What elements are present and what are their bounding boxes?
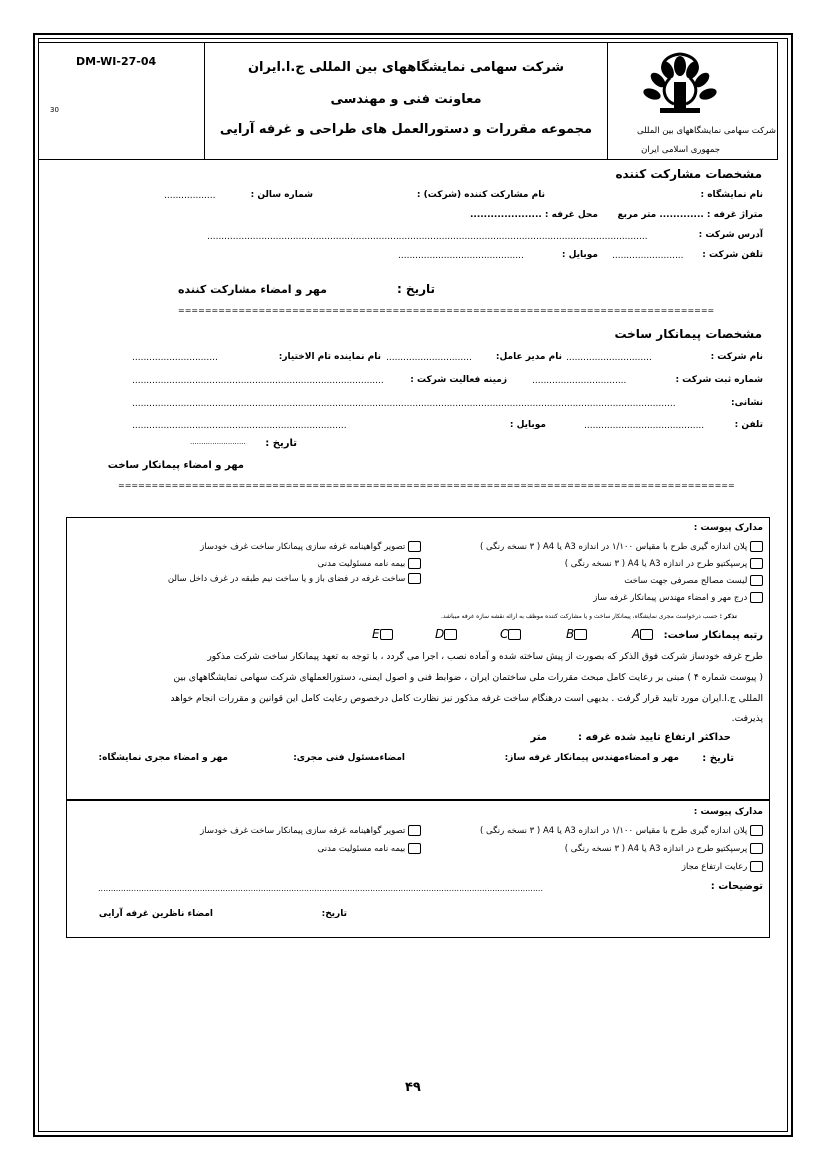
attachment-certificate-label: تصویر گواهینامه غرفه سازی پیمانکار ساخت غرف خودساز — [200, 542, 406, 552]
inspection-attachment-height[interactable] — [682, 861, 763, 872]
contractor-address-label: نشانی: — [730, 398, 763, 408]
grade-e-option[interactable] — [372, 627, 393, 641]
contractor-date-label: تاریخ : — [265, 438, 297, 449]
grade-e-label: E — [372, 627, 380, 641]
attachment-perspective[interactable] — [565, 558, 763, 569]
attachment-outdoor[interactable] — [168, 573, 421, 584]
inspection-checkbox-height[interactable] — [750, 861, 763, 872]
grade-c-checkbox[interactable] — [508, 629, 521, 640]
logo-caption-line2: جمهوری اسلامی ایران — [641, 145, 720, 155]
contractor-section-title: مشخصات پیمانکار ساخت — [614, 327, 762, 341]
grade-b-label: B — [566, 627, 575, 641]
activity-field-input[interactable]: ........................................................................................ — [132, 376, 384, 386]
grade-a-option[interactable] — [632, 627, 653, 641]
grade-c-label: C — [500, 627, 509, 641]
document-code: DM-WI-27-04 — [76, 55, 157, 68]
inspection-checkbox-plan[interactable] — [750, 825, 763, 836]
reminder-note — [441, 613, 737, 620]
grade-b-option[interactable] — [566, 627, 587, 641]
inspection-attachment-certificate[interactable] — [200, 825, 421, 836]
registration-number-field[interactable]: ................................. — [532, 376, 627, 386]
grade-a-checkbox[interactable] — [640, 629, 653, 640]
attachment-materials[interactable] — [624, 575, 763, 586]
booth-location-label[interactable]: محل غرفه : ..................... — [470, 210, 598, 220]
inspection-date-label: تاریخ: — [321, 909, 347, 919]
company-phone-label: تلفن شرکت : — [702, 250, 763, 260]
max-height-unit: متر — [530, 732, 547, 743]
reminder-label: تذکر : — [719, 613, 737, 620]
participant-stamp-signature: مهر و امضاء مشارکت کننده — [178, 283, 327, 296]
booth-area-label[interactable]: متراژ غرفه : ............. متر مربع — [617, 210, 763, 220]
company-address-label: آدرس شرکت : — [698, 230, 763, 240]
notes-label: توضیحات : — [710, 881, 763, 892]
contractor-separator: ============================================================================================ — [118, 481, 735, 490]
contractor-mobile-label: موبایل : — [509, 420, 546, 430]
inspection-attachment-perspective-label: پرسپکتیو طرح در اندازه A3 یا A4 ( ۳ نسخه رنگی ) — [564, 844, 748, 854]
mobile-field[interactable]: ............................................ — [398, 251, 524, 261]
executor-signature-label: مهر و امضاء مجری نمایشگاه: — [98, 753, 228, 763]
company-phone-field[interactable]: ......................... — [612, 251, 684, 261]
agent-name-field[interactable]: .............................. — [132, 353, 218, 363]
attachments-title: مدارک پیوست : — [693, 523, 763, 533]
page-reference: 30 — [50, 106, 59, 114]
checkbox-engineer-stamp[interactable] — [750, 592, 763, 603]
notes-field[interactable]: ............................................................................................................................................................................... — [98, 884, 544, 893]
inspection-attachment-height-label: رعایت ارتفاع مجاز — [681, 862, 748, 872]
approval-paragraph-line4: پذیرفت. — [731, 713, 763, 724]
contractor-phone-field[interactable]: .......................................... — [584, 421, 705, 431]
contractor-mobile-field[interactable]: ........................................................................... — [132, 421, 347, 431]
attachment-materials-label: لیست مصالح مصرفی جهت ساخت — [624, 576, 748, 586]
registration-number-label: شماره ثبت شرکت : — [675, 375, 763, 385]
checkbox-plan[interactable] — [750, 541, 763, 552]
contractor-date-field[interactable]: ......................... — [190, 438, 246, 446]
attachment-engineer-stamp-label: درج مهر و امضاء مهندس پیمانکار غرفه ساز — [593, 593, 748, 603]
company-logo-icon — [630, 48, 730, 120]
approval-paragraph-line3: المللی ج.ا.ایران مورد تایید قرار گرفت . بدیهی است درهنگام ساخت غرفه مذکور نیز نظارت کامل درخصوص رعایت کامل این قوانین و مقررات انجام خواهد — [170, 693, 763, 704]
page-number: ۴۹ — [405, 1080, 421, 1095]
grade-d-option[interactable] — [435, 627, 457, 641]
grade-e-checkbox[interactable] — [380, 629, 393, 640]
attachment-certificate[interactable] — [200, 541, 421, 552]
attachment-plan-label: پلان اندازه گیری طرح با مقیاس ۱/۱۰۰ در اندازه A3 یا A4 ( ۳ نسخه رنگی ) — [479, 542, 748, 552]
grade-d-label: D — [435, 627, 445, 641]
participant-name-label: نام مشارکت کننده (شرکت) : — [416, 190, 545, 200]
grade-c-option[interactable] — [500, 627, 521, 641]
participant-separator: ================================================================================ — [178, 306, 715, 315]
reminder-text: حسب درخواست مجری نمایشگاه، پیمانکار ساخت و یا مشارکت کننده موظف به ارائه نقشه سازه غرفه میباشد. — [440, 613, 718, 620]
hall-number-field[interactable]: .................. — [164, 191, 216, 201]
inspection-attachment-insurance[interactable] — [318, 843, 421, 854]
inspection-attachment-perspective[interactable] — [565, 843, 763, 854]
attachment-outdoor-label: ساخت غرفه در فضای باز و یا ساخت نیم طبقه در غرف داخل سالن — [167, 574, 406, 584]
collection-title: مجموعه مقررات و دستورالعمل های طراحی و غرفه آرایی — [219, 122, 593, 137]
technical-signature-label: امضاءمسئول فنی مجری: — [293, 753, 405, 763]
exhibition-name-label: نام نمایشگاه : — [700, 190, 763, 200]
approval-date-label: تاریخ : — [702, 753, 734, 764]
contractor-company-field[interactable]: .............................. — [566, 353, 652, 363]
engineer-signature-label: مهر و امضاءمهندس پیمانکار غرفه ساز: — [504, 753, 679, 763]
inspection-checkbox-perspective[interactable] — [750, 843, 763, 854]
attachment-insurance[interactable] — [318, 558, 421, 569]
inspection-attachment-certificate-label: تصویر گواهینامه غرفه سازی پیمانکار ساخت غرف خودساز — [200, 826, 406, 836]
inspection-attachment-plan-label: پلان اندازه گیری طرح با مقیاس ۱/۱۰۰ در اندازه A3 یا A4 ( ۳ نسخه رنگی ) — [479, 826, 748, 836]
inspection-checkbox-certificate[interactable] — [408, 825, 421, 836]
contractor-address-field[interactable]: .............................................................................................................................................................................................. — [132, 399, 676, 409]
inspection-checkbox-insurance[interactable] — [408, 843, 421, 854]
logo-caption-line1: شرکت سهامی نمایشگاههای بین المللی — [636, 126, 776, 136]
grade-a-label: A — [632, 627, 641, 641]
checkbox-insurance[interactable] — [408, 558, 421, 569]
mobile-label: موبایل : — [561, 250, 598, 260]
attachment-insurance-label: بیمه نامه مسئولیت مدنی — [317, 559, 406, 569]
attachment-perspective-label: پرسپکتیو طرح در اندازه A3 یا A4 ( ۳ نسخه رنگی ) — [564, 559, 748, 569]
checkbox-materials[interactable] — [750, 575, 763, 586]
checkbox-perspective[interactable] — [750, 558, 763, 569]
manager-name-label: نام مدیر عامل: — [495, 352, 562, 362]
contractor-stamp-signature: مهر و امضاء پیمانکار ساخت — [107, 460, 244, 471]
participant-date-label: تاریخ : — [396, 282, 435, 296]
inspection-attachment-insurance-label: بیمه نامه مسئولیت مدنی — [317, 844, 406, 854]
grade-d-checkbox[interactable] — [444, 629, 457, 640]
activity-field-label: زمینه فعالیت شرکت : — [410, 375, 507, 385]
company-address-field[interactable]: .......................................................................................................................................................... — [207, 232, 648, 242]
inspection-attachments-title: مدارک پیوست : — [693, 807, 763, 817]
checkbox-certificate[interactable] — [408, 541, 421, 552]
contractor-phone-label: تلفن : — [734, 420, 763, 430]
checkbox-outdoor[interactable] — [408, 573, 421, 584]
approval-paragraph-line2: ( پیوست شماره ۴ ) مبنی بر رعایت کامل مبحث مقررات ملی ساختمان ایران ، ضوابط فنی و اصول ایمنی، دستورالعملهای شرکت سهامی نمایشگاههای بین — [173, 672, 763, 683]
department-title: معاونت فنی و مهندسی — [330, 92, 482, 107]
participant-section-title: مشخصات مشارکت کننده — [615, 167, 762, 181]
grade-b-checkbox[interactable] — [574, 629, 587, 640]
company-title: شرکت سهامی نمایشگاههای بین المللی ج.ا.ایران — [247, 60, 565, 75]
attachment-engineer-stamp[interactable] — [593, 592, 763, 603]
contractor-grade-label: رتبه پیمانکار ساخت: — [663, 630, 763, 641]
approval-paragraph-line1: طرح غرفه خودساز شرکت فوق الذکر که بصورت از پیش ساخته شده و آماده نصب ، اجرا می گردد ، با توجه به تعهد پیمانکار ساخت شرکت مذکور — [207, 651, 763, 662]
hall-number-label: شماره سالن : — [250, 190, 313, 200]
contractor-company-label: نام شرکت : — [710, 352, 763, 362]
attachment-plan[interactable] — [480, 541, 763, 552]
inspection-attachment-plan[interactable] — [480, 825, 763, 836]
agent-name-label: نام نماینده تام الاختیار: — [278, 352, 381, 362]
manager-name-field[interactable]: .............................. — [386, 353, 472, 363]
inspectors-signature-label: امضاء ناظرین غرفه آرایی — [98, 909, 213, 919]
max-height-label: حداکثر ارتفاع تایید شده غرفه : — [578, 732, 731, 743]
